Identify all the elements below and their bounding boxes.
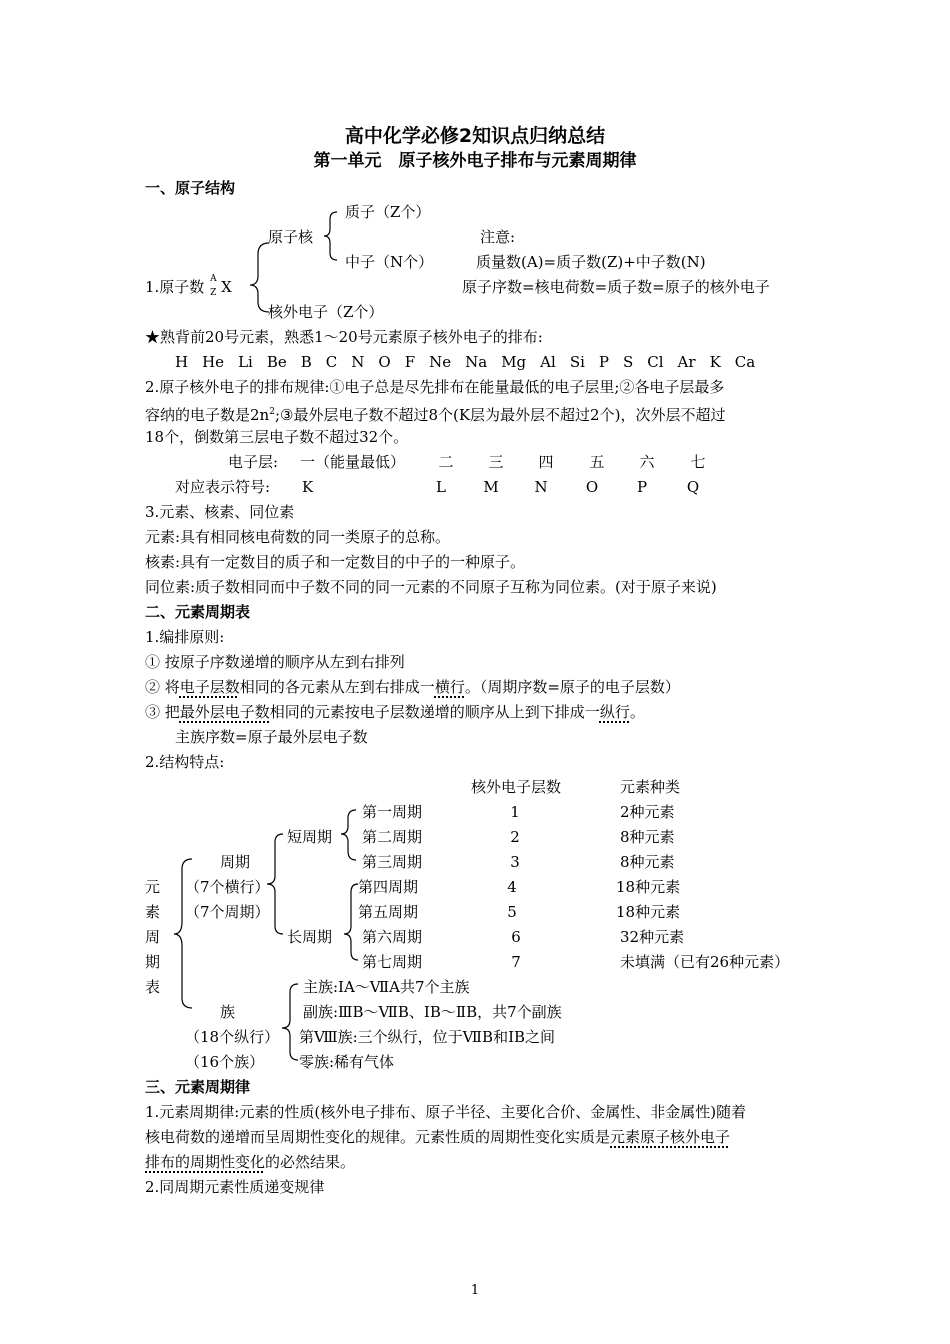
- long-period-label: 长周期: [287, 928, 333, 946]
- element-symbol-item: P: [598, 353, 609, 371]
- period-7-shells: 7: [511, 953, 521, 971]
- atomic-number-symbol: Z: [210, 288, 217, 298]
- root-char-1: 元: [145, 878, 161, 896]
- col-header-kinds: 元素种类: [620, 778, 681, 796]
- p2-emphasis-shells: 电子层数: [179, 678, 240, 696]
- p3-mid: 相同的元素按电子层数递增的顺序从上到下排成一: [269, 703, 600, 721]
- element-symbol-item: B: [300, 353, 312, 371]
- law-line-3-emphasis: 排布的周期性变化: [145, 1153, 266, 1171]
- period-2-shells: 2: [510, 828, 520, 846]
- p3-pre: ③ 把: [145, 703, 180, 721]
- group-main: 主族:ⅠA～ⅦA共7个主族: [303, 978, 470, 996]
- rule-line-1: 2.原子核外电子的排布规律:①电子总是尽先排布在能量最低的电子层里;②各电子层最多: [145, 378, 725, 396]
- symbol-n: N: [534, 478, 548, 496]
- rule-line-3: 18个，倒数第三层电子数不超过32个。: [145, 428, 409, 446]
- document-subtitle: 第一单元 原子核外电子排布与元素周期律: [313, 151, 637, 171]
- period-7-kinds: 未填满（已有26种元素）: [620, 953, 790, 971]
- short-period-label: 短周期: [287, 828, 333, 846]
- p3-emphasis-column: 纵行: [599, 703, 630, 721]
- element-symbol-item: C: [325, 353, 338, 371]
- iso-title: 3.元素、核素、同位素: [145, 503, 295, 521]
- period-1-shells: 1: [510, 803, 520, 821]
- group-eight: 第Ⅷ族:三个纵行，位于ⅦB和ⅠB之间: [299, 1028, 556, 1046]
- memorize-note: ★熟背前20号元素，熟悉1～20号元素原子核外电子的排布:: [145, 328, 543, 346]
- principle-1: ① 按原子序数递增的顺序从左到右排列: [145, 653, 405, 671]
- symbol-k: K: [302, 478, 314, 496]
- rule-line-2b: ;③最外层电子数不超过8个(K层为最外层不超过2个)，次外层不超过: [274, 406, 726, 424]
- document-title: 高中化学必修2知识点归纳总结: [344, 125, 606, 147]
- shell-label: 电子层:: [228, 453, 279, 471]
- period-6-shells: 6: [511, 928, 521, 946]
- period-rows: （7个横行）: [185, 878, 270, 896]
- def-isotope: 同位素:质子数相同而中子数不同的同一元素的不同原子互称为同位素。(对于原子来说): [145, 578, 717, 596]
- structure-title: 2.结构特点:: [145, 753, 225, 771]
- element-symbol-item: F: [404, 353, 416, 371]
- element-symbol-item: Ar: [677, 353, 696, 371]
- symbol-p: P: [636, 478, 648, 496]
- section-heading-periodic-table: 二、元素周期表: [145, 603, 251, 621]
- period-4-name: 第四周期: [358, 878, 419, 896]
- group-sub: 副族:ⅢB～ⅦB、ⅠB～ⅡB，共7个副族: [303, 1003, 562, 1021]
- law-line-1: 1.元素周期律:元素的性质(核外电子排布、原子半径、主要化合价、金属性、非金属性)随着: [145, 1103, 747, 1121]
- group-cols: （18个纵行）: [185, 1028, 280, 1046]
- period-label: 周期: [220, 853, 251, 871]
- rule-sup: 2: [269, 407, 275, 417]
- atomic-number-note: 原子序数=核电荷数=质子数=原子的核外电子: [462, 278, 770, 296]
- period-3-kinds: 8种元素: [620, 853, 675, 871]
- law-line-3: [145, 1152, 355, 1172]
- group-zero: 零族:稀有气体: [299, 1053, 395, 1071]
- col-header-shells: 核外电子层数: [471, 778, 562, 796]
- period-1-kinds: 2种元素: [620, 803, 675, 821]
- principle-4: 主族序数=原子最外层电子数: [175, 728, 368, 746]
- root-char-2: 素: [145, 903, 161, 921]
- element-symbol-item: H: [175, 353, 189, 371]
- rule-line-2a: 容纳的电子数是2n: [145, 406, 270, 424]
- note-label: 注意:: [480, 228, 516, 246]
- period-3-name: 第三周期: [362, 853, 423, 871]
- principle-title: 1.编排原则:: [145, 628, 225, 646]
- def-nuclide: 核素:具有一定数目的质子和一定数目的中子的一种原子。: [145, 553, 526, 571]
- law-line-4: 2.同周期元素性质递变规律: [145, 1178, 325, 1196]
- period-count: （7个周期）: [185, 903, 270, 921]
- period-5-kinds: 18种元素: [616, 903, 681, 921]
- p2-post: 。（周期序数=原子的电子层数）: [464, 678, 680, 696]
- shell-2: 二: [438, 453, 454, 471]
- shell-1: 一（能量最低）: [300, 453, 406, 471]
- element-symbol-item: Mg: [501, 353, 527, 371]
- period-1-name: 第一周期: [362, 803, 423, 821]
- symbol-m: M: [483, 478, 499, 496]
- neutron-label: 中子（N个）: [345, 253, 434, 271]
- shell-3: 三: [488, 453, 504, 471]
- element-symbol-item: Al: [540, 353, 556, 371]
- element-symbol-item: O: [378, 353, 391, 371]
- period-7-name: 第七周期: [362, 953, 423, 971]
- element-symbol-item: Li: [238, 353, 253, 371]
- period-2-name: 第二周期: [362, 828, 423, 846]
- root-char-4: 期: [145, 953, 161, 971]
- element-symbol-item: Si: [569, 353, 585, 371]
- shell-4: 四: [538, 453, 554, 471]
- p3-emphasis-outer: 最外层电子数: [179, 703, 270, 721]
- element-symbol-item: S: [622, 353, 634, 371]
- period-6-kinds: 32种元素: [620, 928, 685, 946]
- law-line-2-pre: 核电荷数的递增而呈周期性变化的规律。元素性质的周期性变化实质是: [145, 1128, 611, 1146]
- p2-pre: ② 将: [145, 678, 180, 696]
- mass-number-symbol: A: [210, 274, 217, 284]
- shell-5: 五: [589, 453, 605, 471]
- nucleus-label: 原子核: [268, 228, 314, 246]
- element-symbol-item: Be: [266, 353, 287, 371]
- section-heading-periodic-law: 三、元素周期律: [145, 1078, 251, 1096]
- law-line-3-post: 的必然结果。: [265, 1153, 356, 1171]
- period-4-kinds: 18种元素: [616, 878, 681, 896]
- symbol-label: 对应表示符号:: [175, 478, 271, 496]
- mass-number-note: 质量数(A)=质子数(Z)+中子数(N): [476, 253, 706, 271]
- period-2-kinds: 8种元素: [620, 828, 675, 846]
- p3-post: 。: [629, 703, 645, 721]
- def-element: 元素:具有相同核电荷数的同一类原子的总称。: [145, 528, 451, 546]
- root-char-3: 周: [145, 928, 161, 946]
- atom-label-text: 1.原子数: [145, 278, 210, 296]
- element-symbol-item: He: [202, 353, 225, 371]
- group-label: 族: [220, 1003, 236, 1021]
- p2-mid: 相同的各元素从左到右排成一: [239, 678, 435, 696]
- element-symbol-item: N: [351, 353, 365, 371]
- period-5-name: 第五周期: [358, 903, 419, 921]
- electron-label: 核外电子（Z个）: [268, 303, 384, 321]
- proton-label: 质子（Z个）: [345, 203, 431, 221]
- element-symbol-item: Ca: [734, 353, 756, 371]
- shell-6: 六: [639, 453, 655, 471]
- law-line-2: [145, 1127, 730, 1147]
- group-count: （16个族）: [185, 1053, 265, 1071]
- element-symbol-item: Na: [465, 353, 488, 371]
- period-3-shells: 3: [510, 853, 520, 871]
- shell-7: 七: [690, 453, 706, 471]
- p2-emphasis-row: 横行: [434, 678, 465, 696]
- page-number: 1: [470, 1283, 480, 1298]
- element-symbol: X: [221, 278, 232, 296]
- element-symbol-item: Cl: [647, 353, 664, 371]
- period-6-name: 第六周期: [362, 928, 423, 946]
- period-4-shells: 4: [507, 878, 517, 896]
- symbol-o: O: [585, 478, 599, 496]
- element-symbol-item: K: [709, 353, 721, 371]
- symbol-l: L: [436, 478, 446, 496]
- symbol-q: Q: [686, 478, 700, 496]
- element-symbol-item: Ne: [429, 353, 452, 371]
- law-line-2-emphasis: 元素原子核外电子: [610, 1128, 731, 1146]
- period-5-shells: 5: [507, 903, 517, 921]
- section-heading-atom-structure: 一、原子结构: [145, 179, 236, 197]
- root-char-5: 表: [145, 978, 161, 996]
